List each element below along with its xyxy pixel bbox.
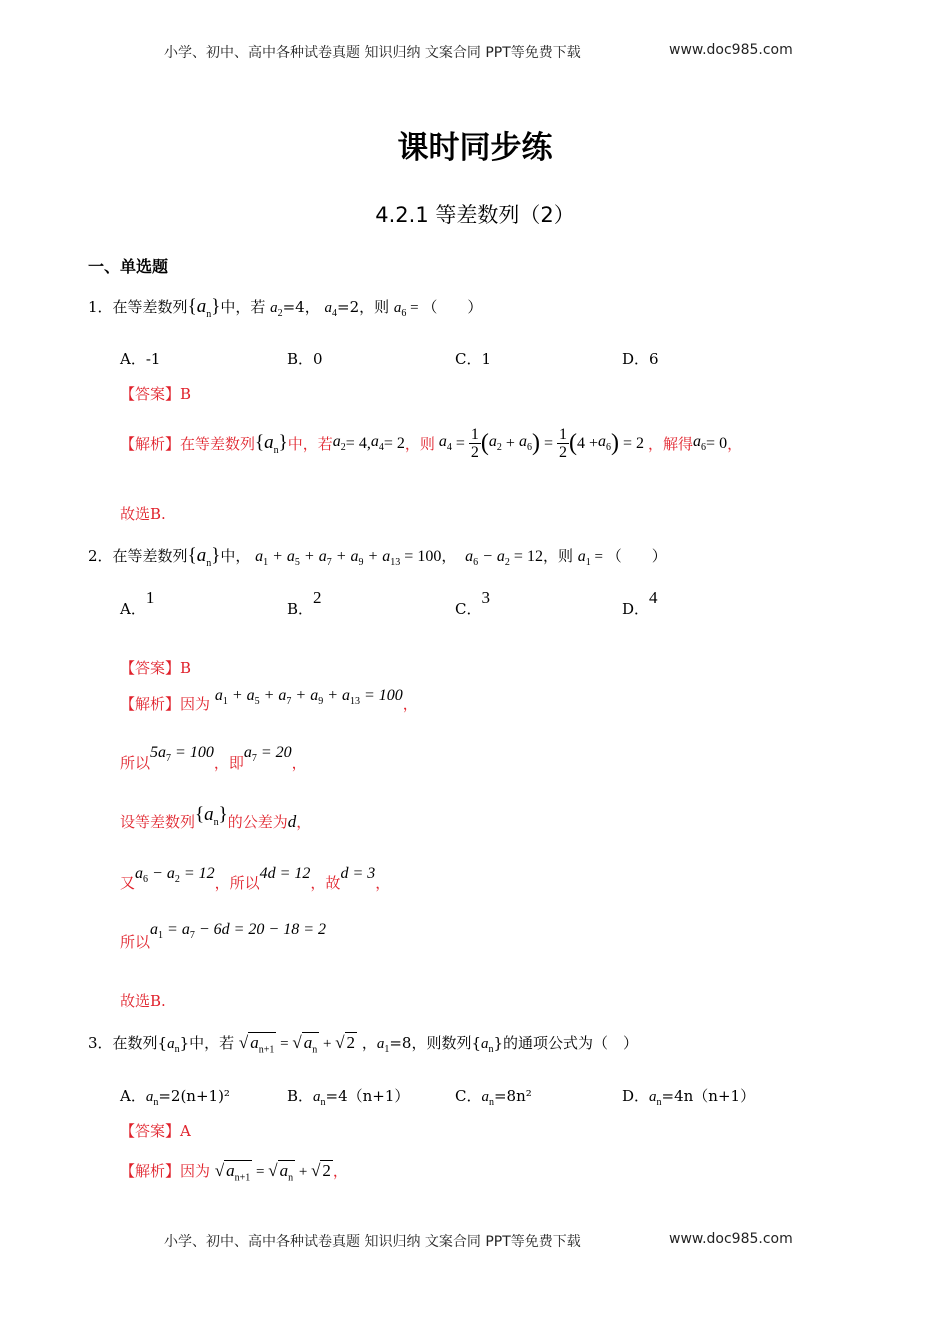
page-subtitle: 4.2.1 等差数列（2）	[375, 203, 575, 227]
q1-conclusion: 故选B.	[120, 505, 166, 523]
q1-option-c[interactable]: C．1	[455, 350, 492, 368]
q3-answer: 【答案】A	[120, 1122, 191, 1140]
q2-option-c[interactable]: C．3	[455, 588, 490, 618]
q2-answer: 【答案】B	[120, 659, 192, 677]
q1-number: 1．	[88, 298, 113, 316]
q1-explanation: 【解析】 在等差数列 $\{a_n\}$ 中，若 $a_2$ = 4, $a_4$ = 2 ，则 $a_4$ = $\frac{1}{2}$ ( $a_2$ + $a_6$ ) = $\frac{1}{2}$ ( 4 + $a_6$ ) = 2 ，解得 $a_6$ = 0 ，	[120, 426, 743, 461]
q3-exp-line1: 【解析】因为 √ $a_{n+1}$ = √ $a_n$ + √ 2 ，	[120, 1161, 348, 1184]
fraction-half-2: $\frac{1}{2}$	[558, 426, 567, 461]
q1-option-a[interactable]: A．-1	[120, 350, 161, 368]
q2-exp-line5: 所以$a_1 = a_7 - 6d = 20 - 18 = 2$	[120, 921, 326, 951]
q2-option-a[interactable]: A．1	[120, 588, 155, 618]
q2-exp-line1: 【解析】因为 $a_1 + a_5 + a_7 + a_9 + a_{13} = 100$，	[120, 687, 418, 713]
footer-site: www.doc985.com	[669, 1231, 793, 1247]
q1-answer: 【答案】B	[120, 385, 192, 403]
page-title: 课时同步练	[397, 130, 553, 166]
section-heading: 一、单选题	[88, 257, 169, 276]
q2-conclusion: 故选B.	[120, 992, 166, 1010]
question-3: 3．在数列$\{a_n\}$中，若 √ $a_{n+1}$ = √ $a_n$ + √ 2 ，$a_1=8$，则数列$\{a_n\}$的通项公式为（ ）	[88, 1033, 639, 1056]
q2-option-d[interactable]: D．4	[622, 588, 658, 618]
q3-number: 3．	[88, 1034, 113, 1052]
header-text: 小学、初中、高中各种试卷真题 知识归纳 文案合同 PPT等免费下载	[164, 45, 581, 61]
q1-option-b[interactable]: B．0	[287, 350, 323, 368]
q2-option-b[interactable]: B．2	[287, 588, 322, 618]
q2-exp-line3: 设等差数列$\{a_n\}$的公差为d，	[120, 804, 312, 831]
question-2: 2．在等差数列$\{a_n\}$中， $a_1 + a_5 + a_7 + a_9 + a_{13} = 100$， $a_6 - a_2 = 12$，则 $a_1$ = （ ）	[88, 545, 667, 569]
q2-exp-line2: 所以$5a_7 = 100$，即$a_7 = 20$，	[120, 744, 307, 772]
q3-option-a[interactable]: A．$a_n=2(n+1)^2$	[120, 1087, 230, 1108]
footer-text: 小学、初中、高中各种试卷真题 知识归纳 文案合同 PPT等免费下载	[164, 1234, 581, 1250]
q3-option-c[interactable]: C．$a_n=8n^2$	[455, 1087, 532, 1108]
question-1: 1．在等差数列$\{a_n\}$中，若 $a_2=4$， $a_4=2$，则 $a_6$ = （ ）	[88, 296, 483, 320]
q2-number: 2．	[88, 547, 113, 565]
q3-option-d[interactable]: D．$a_n=4n(n+1)$	[622, 1087, 756, 1108]
seq-an: $\{a_n\}$	[187, 296, 221, 320]
q3-option-b[interactable]: B．$a_n=4(n+1)$	[287, 1087, 410, 1108]
fraction-half: $\frac{1}{2}$	[470, 426, 479, 461]
q2-exp-line4: 又$a_6 - a_2 = 12$，所以4d = 12，故d = 3，	[120, 865, 391, 892]
header-site: www.doc985.com	[669, 42, 793, 58]
q1-option-d[interactable]: D．6	[622, 350, 659, 368]
